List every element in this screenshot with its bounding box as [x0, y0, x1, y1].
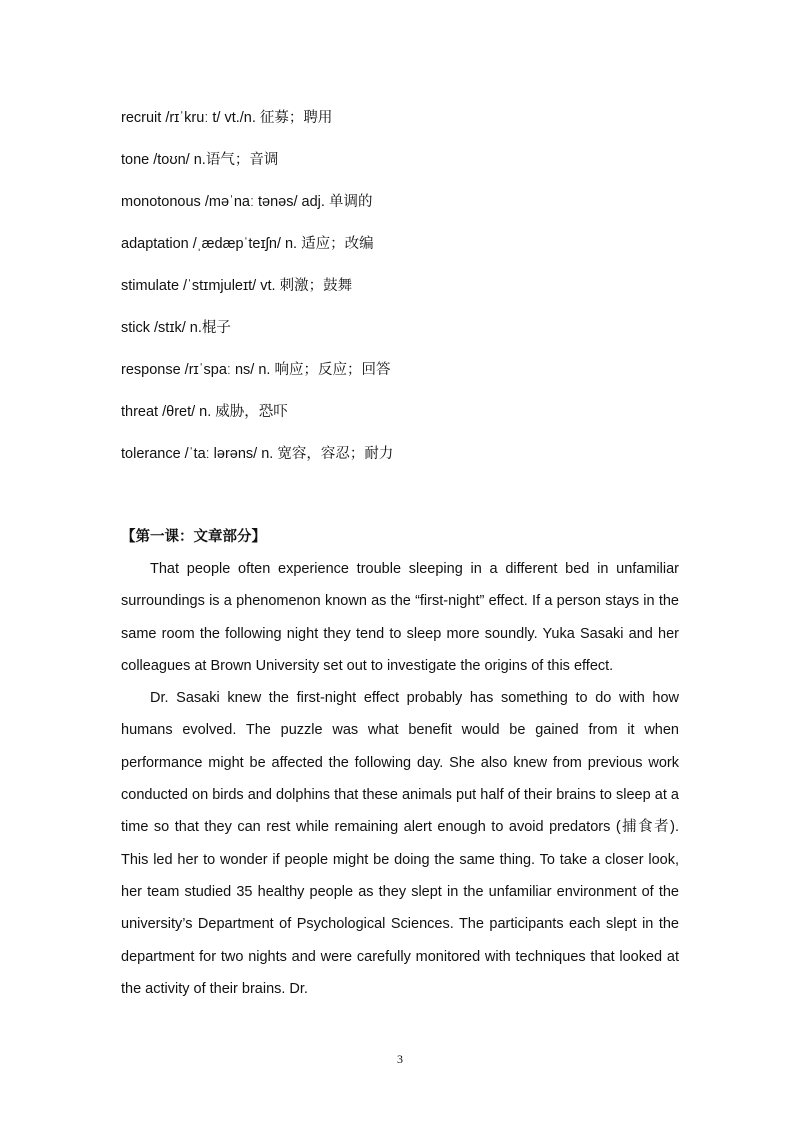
page-number: 3	[397, 1052, 403, 1066]
article-body	[121, 553, 679, 1005]
vocab-item-stimulate: stimulate /ˈstɪmjuleɪt/ vt. 刺激；鼓舞	[121, 278, 353, 294]
vocab-item-threat: threat /θret/ n. 威胁，恐吓	[121, 404, 288, 420]
vocab-item-stick: stick /stɪk/ n.棍子	[121, 320, 231, 336]
vocab-item-response: response /rɪˈspaː ns/ n. 响应；反应；回答	[121, 362, 391, 378]
vocab-item-recruit: recruit /rɪˈkruː t/ vt./n. 征募；聘用	[121, 110, 333, 126]
section-title: 【第一课：文章部分】	[121, 529, 266, 545]
vocab-item-adaptation: adaptation /ˌædæpˈteɪʃn/ n. 适应；改编	[121, 236, 374, 252]
vocabulary-list	[121, 108, 701, 486]
vocab-item-monotonous: monotonous /məˈnaː tənəs/ adj. 单调的	[121, 194, 373, 210]
article-paragraph-2: Dr. Sasaki knew the first-night effect probably has something to do with how humans evolved. The puzzle was what benefit would be gained from it when performance might be affected the following day. She also knew from previous work conducted on birds and dolphins that these animals put half of their brains to sleep at a time so that they can rest while remaining alert enough to avoid predators (捕食者). This led her to wonder if people might be doing the same thing. To take a closer look, her team studied 35 healthy people as they slept in the unfamiliar environment of the university’s Department of Psychological Sciences. The participants each slept in the department for two nights and were carefully monitored with techniques that looked at the activity of their brains. Dr.	[121, 690, 679, 997]
vocab-item-tone: tone /toʊn/ n.语气；音调	[121, 152, 279, 168]
article-paragraph-1: That people often experience trouble sleeping in a different bed in unfamiliar surroundings is a phenomenon known as the “first-night” effect. If a person stays in the same room the following night they tend to sleep more soundly. Yuka Sasaki and her colleagues at Brown University set out to investigate the origins of this effect.	[121, 561, 679, 674]
vocab-item-tolerance: tolerance /ˈtaː lərəns/ n. 宽容，容忍；耐力	[121, 446, 394, 462]
